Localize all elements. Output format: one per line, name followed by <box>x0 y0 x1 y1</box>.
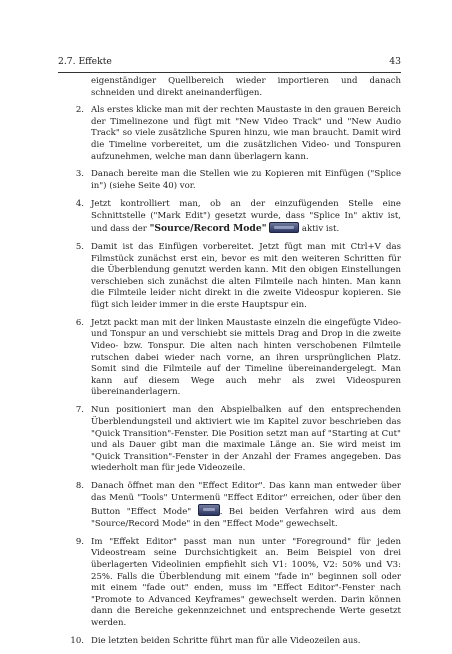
item-number: 8. <box>75 481 84 492</box>
item-text: Damit ist das Einfügen vorbereitet. Jetzt fügt man mit Ctrl+V das Filmstück zunächst erst ein, bevor es mit den weiteren Schritten für die Überblendung genutzt werden kann. Mit den obigen Einstellungen verschieben sich zunächst die alten Filmteile nach hinten. Man kann die Filmteile leider nicht direkt in die zweite Videospur kopieren. Sie fügt sich leider immer in die erste Hauptspur ein. <box>91 242 401 310</box>
item-number: 4. <box>75 198 84 209</box>
item-text: Die letzten beiden Schritte führt man für alle Videozeilen aus. <box>91 635 361 646</box>
item-text-part: aktiv ist. <box>299 224 340 235</box>
section-title: 2.7. Effekte <box>58 56 112 67</box>
source-record-mode-button-icon <box>269 222 299 233</box>
item-text: Als erstes klicke man mit der rechten Maustaste in den grauen Bereich der Timelinezone und fügt mit "New Video Track" und "New Audio Track" so viele zusätzliche Spuren hinzu, wie man braucht. Damit wird die Timeline vorbereitet, um die zusätzlichen Video- und Tonspuren aufzunehmen, welche man dann überlagern kann. <box>91 105 401 162</box>
item-text: Danach bereite man die Stellen wie zu Kopieren mit Einfügen ("Splice in") (siehe Seite 40) vor. <box>91 169 401 192</box>
list-item <box>58 537 401 630</box>
list-item <box>58 199 401 236</box>
lead-paragraph: eigenständiger Quellbereich wieder importieren und danach schneiden und direkt aneinanderfügen. <box>91 76 401 98</box>
source-record-mode-label: "Source/Record Mode" <box>149 223 267 235</box>
item-text <box>91 199 401 236</box>
item-text-part: Danach öffnet man den "Effect Editor". Das kann man entweder über das Menü "Tools" Untermenü "Effect Editor" erreichen, oder über den Button "Effect Mode" <box>91 481 401 518</box>
item-number: 2. <box>75 105 84 116</box>
item-text-part: Jetzt kontrolliert man, ob an der einzufügenden Stelle eine Schnittstelle ("Mark Edit") gesetzt wurde, dass "Splice In" aktiv ist, und dass der <box>91 198 401 235</box>
list-item <box>58 169 401 192</box>
list-item <box>58 105 401 163</box>
page-body <box>58 76 401 654</box>
item-text: Nun positioniert man den Abspielbalken auf den entsprechenden Überblendungsteil und aktiviert wie im Kapitel zuvor beschrieben das "Quick Transition"-Fenster. Die Position setzt man auf "Starting at Cut" und als Dauer gibt man die maximale Länge an. Sie wird meist im "Quick Transition"-Fenster in der Anzahl der Frames angegeben. Das wiederholt man für jede Videozeile. <box>91 405 401 474</box>
effect-mode-button-icon <box>198 504 220 516</box>
list-item <box>58 318 401 399</box>
item-text: Im "Effekt Editor" passt man nun unter "Foreground" für jeden Videostream seine Durchsichtigkeit an. Beim Beispiel von drei überlagerten Videolinien empfiehlt sich V1: 100%, V2: 50% und V3: 25%. Falls die Überblendung mit einem "fade in" beginnen soll oder mit einem "fade out" enden, muss im "Effect Editor"-Fenster nach "Promote to Advanced Keyframes" gewechselt werden. Darin können dann die Bereiche gekennzeichnet und entsprechende Werte gesetzt werden. <box>91 536 401 629</box>
list-item <box>58 405 401 475</box>
item-number: 3. <box>75 169 84 180</box>
page-number: 43 <box>389 56 401 67</box>
list-item <box>58 481 401 530</box>
list-item <box>58 636 401 648</box>
item-text: Jetzt packt man mit der linken Maustaste einzeln die eingefügte Video- und Tonspur an und verschiebt sie mittels Drag and Drop in die zweite Video- bzw. Tonspur. Die alten nach hinten verschobenen Filmteile rutschen dabei wieder nach vorne, an ihren ursprünglichen Platz. Somit sind die Filmteile auf der Timeline übereinandergelegt. Man kann auf diesem Wege auch mehr als zwei Videospuren übereinanderlagern. <box>91 317 401 398</box>
item-text <box>91 481 401 530</box>
item-number: 9. <box>75 536 84 547</box>
item-number: 10. <box>70 635 84 646</box>
item-number: 6. <box>75 317 84 328</box>
list-item <box>58 242 401 312</box>
item-text-part: . Bei beiden Verfahren wird aus dem "Source/Record Mode" in den "Effect Mode" gewechselt. <box>91 507 401 529</box>
header-rule <box>58 72 401 73</box>
item-number: 7. <box>75 405 84 416</box>
item-number: 5. <box>75 242 84 253</box>
page-header <box>58 56 401 70</box>
